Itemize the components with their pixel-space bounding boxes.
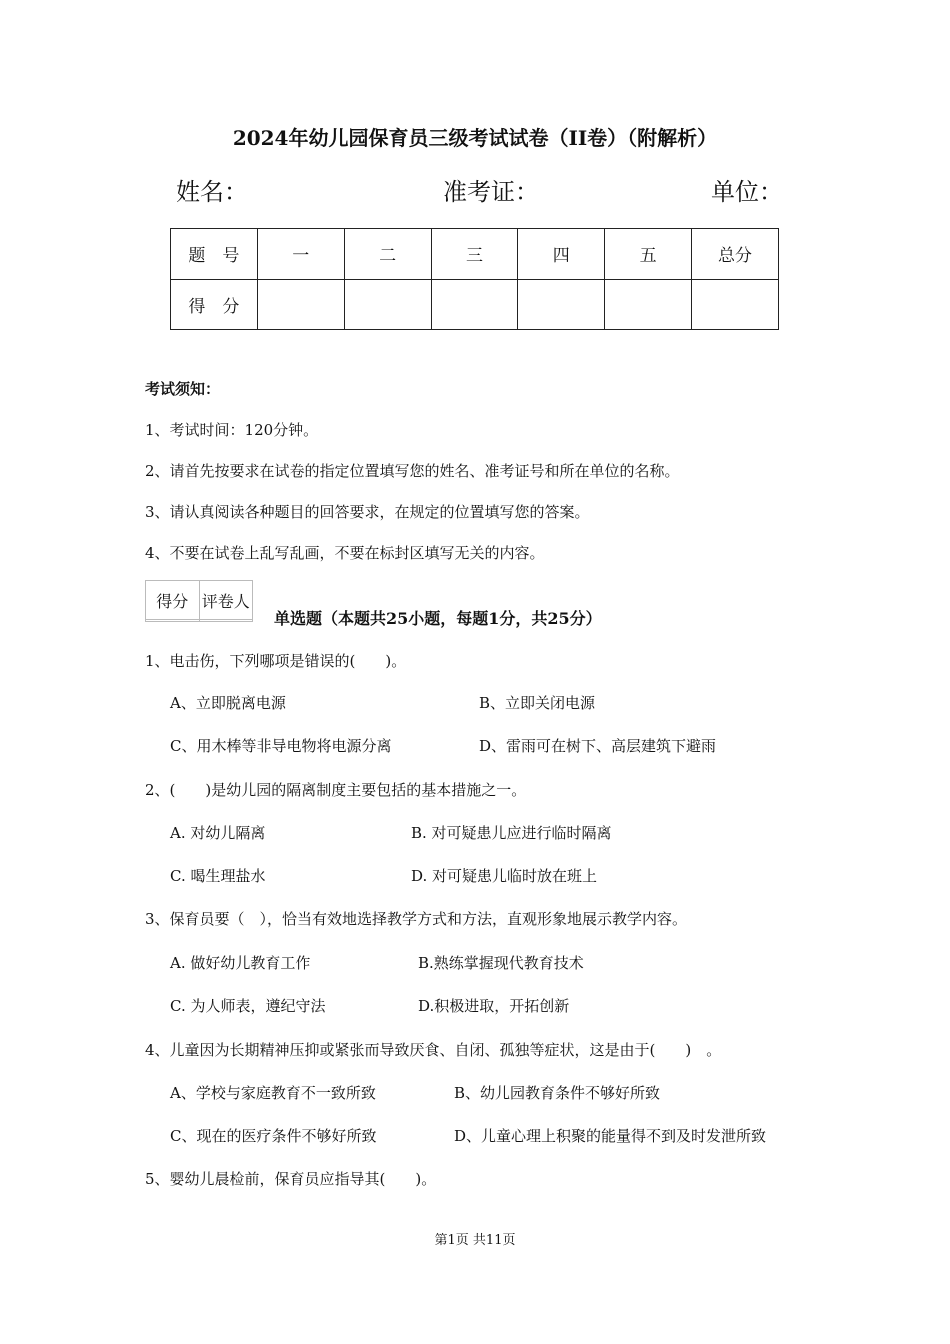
score-cell[interactable] <box>344 279 431 330</box>
score-table-header-cell: 总分 <box>692 229 779 280</box>
score-table-header-cell: 五 <box>605 229 692 280</box>
score-table-header-row <box>171 229 779 280</box>
question-option: A、立即脱离电源 <box>170 694 286 712</box>
page-footer: 第1页 共11页 <box>434 1233 516 1248</box>
notice-item: 4、不要在试卷上乱写乱画，不要在标封区填写无关的内容。 <box>145 544 545 562</box>
question-stem: 2、( )是幼儿园的隔离制度主要包括的基本措施之一。 <box>145 781 527 799</box>
grader-score-cell[interactable] <box>146 620 200 622</box>
question-option: A. 做好幼儿教育工作 <box>170 954 311 972</box>
question-stem: 3、保育员要（ ），恰当有效地选择教学方式和方法，直观形象地展示教学内容。 <box>145 910 688 928</box>
question-option: D. 对可疑患儿临时放在班上 <box>411 867 598 885</box>
question-option: A、学校与家庭教育不一致所致 <box>170 1084 376 1102</box>
grader-name-label: 评卷人 <box>199 581 253 620</box>
notice-item: 3、请认真阅读各种题目的回答要求，在规定的位置填写您的答案。 <box>145 503 590 521</box>
grader-box <box>145 580 253 622</box>
grader-name-cell[interactable] <box>199 620 253 622</box>
question-option: C、用木棒等非导电物将电源分离 <box>170 737 392 755</box>
notice-item: 2、请首先按要求在试卷的指定位置填写您的姓名、准考证号和所在单位的名称。 <box>145 462 680 480</box>
question-option: C、现在的医疗条件不够好所致 <box>170 1127 377 1145</box>
question-option: C. 喝生理盐水 <box>170 867 266 885</box>
score-cell[interactable] <box>257 279 344 330</box>
unit-field-label: 单位： <box>711 178 783 206</box>
score-cell[interactable] <box>692 279 779 330</box>
score-table-header-cell: 一 <box>257 229 344 280</box>
grader-score-label: 得分 <box>146 581 200 620</box>
score-row-label: 得 分 <box>171 279 258 330</box>
question-stem: 4、儿童因为长期精神压抑或紧张而导致厌食、自闭、孤独等症状，这是由于( ) 。 <box>145 1041 722 1059</box>
notice-item: 1、考试时间：120分钟。 <box>145 421 319 439</box>
notice-heading: 考试须知： <box>145 380 221 398</box>
page-title: 2024年幼儿园保育员三级考试试卷（II卷）（附解析） <box>232 126 718 150</box>
score-table <box>170 228 779 330</box>
question-option: B. 对可疑患儿应进行临时隔离 <box>411 824 612 842</box>
score-cell[interactable] <box>518 279 605 330</box>
question-option: D.积极进取，开拓创新 <box>418 997 570 1015</box>
exam-number-field-label: 准考证： <box>443 178 539 206</box>
name-field-label: 姓名： <box>176 178 248 206</box>
question-option: C. 为人师表，遵纪守法 <box>170 997 326 1015</box>
score-cell[interactable] <box>605 279 692 330</box>
score-table-header-cell: 二 <box>344 229 431 280</box>
section-title: 单选题（本题共25小题，每题1分，共25分） <box>274 609 602 628</box>
question-option: A. 对幼儿隔离 <box>170 824 266 842</box>
score-table-score-row <box>171 279 779 330</box>
question-option: B.熟练掌握现代教育技术 <box>418 954 584 972</box>
question-option: B、立即关闭电源 <box>479 694 596 712</box>
question-option: D、雷雨可在树下、高层建筑下避雨 <box>479 737 717 755</box>
score-table-header-cell: 三 <box>431 229 518 280</box>
score-cell[interactable] <box>431 279 518 330</box>
question-option: B、幼儿园教育条件不够好所致 <box>454 1084 661 1102</box>
question-option: D、儿童心理上积聚的能量得不到及时发泄所致 <box>454 1127 767 1145</box>
question-stem: 5、婴幼儿晨检前，保育员应指导其( )。 <box>145 1170 437 1188</box>
score-table-header-cell: 题 号 <box>171 229 258 280</box>
question-stem: 1、电击伤，下列哪项是错误的( )。 <box>145 652 407 670</box>
score-table-header-cell: 四 <box>518 229 605 280</box>
